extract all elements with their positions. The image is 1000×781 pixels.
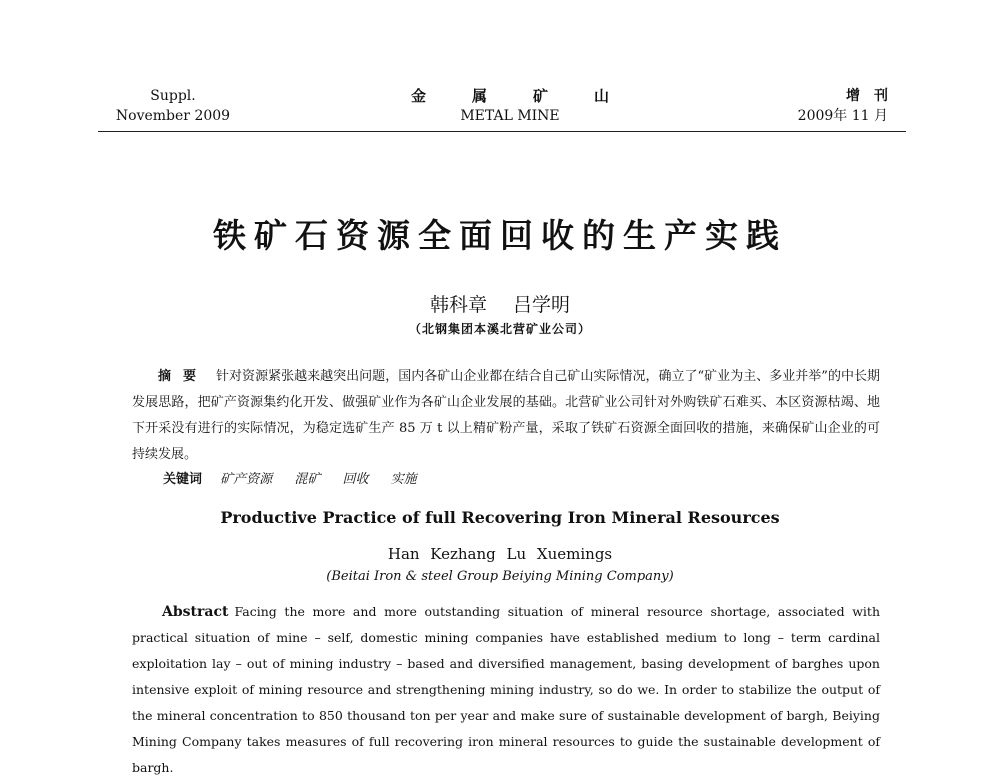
abstract-text-en: Facing the more and more outstanding situation of mineral resource shortage, associated with practical situation of mine – self, domestic mining companies have established medium to long – term cardinal exploitation lay – out of mining industry – based and diversified management, basing development of barghes upon intensive exploit of mining resource and strengthening mining industry, so do we. In order to stabilize the output of the mineral concentration to 850 thousand ton per year and make sure of sustainable development of bargh, Beiying Mining Company takes measures of full recovering iron mineral resources to guide the sustainable development of bargh. (132, 604, 880, 775)
authors-en: Han Kezhang Lu Xuemings (387, 545, 613, 563)
supplement-label: Suppl. (150, 88, 196, 104)
header-rule (98, 131, 906, 132)
journal-name-block (400, 86, 655, 126)
journal-name-en: METAL MINE (460, 108, 560, 124)
abstract-cn (132, 364, 880, 468)
supplement-label-cn: 增刊 (846, 88, 902, 104)
keywords-cn (163, 468, 435, 487)
journal-issue-info-cn (748, 86, 902, 126)
abstract-label-cn: 摘要 (158, 369, 209, 384)
issue-date-en: November 2009 (115, 108, 231, 124)
journal-name-cn: 金属矿山 (410, 87, 655, 105)
issue-date-cn: 2009年 11 月 (797, 108, 888, 124)
affiliation-cn: （北钢集团本溪北营矿业公司） (408, 322, 591, 336)
authors-cn: 韩科章 吕学明 (429, 294, 571, 316)
paper-title-en: Productive Practice of full Recovering Iron Mineral Resources (220, 508, 780, 527)
keyword: 混矿 (294, 472, 321, 487)
affiliation-en: (Beitai Iron & steel Group Beiying Mining Company) (326, 569, 674, 584)
journal-supplement-info (108, 86, 238, 126)
keyword: 回收 (342, 472, 369, 487)
abstract-text-cn: 针对资源紧张越来越突出问题，国内各矿山企业都在结合自己矿山实际情况，确立了“矿业为主、多业并举”的中长期发展思路，把矿产资源集约化开发、做强矿业作为各矿山企业发展的基础。北营矿业公司针对外购铁矿石难买、本区资源枯竭、地下开采没有进行的实际情况，为稳定选矿生产 85 万 t 以上精矿粉产量，采取了铁矿石资源全面回收的措施，来确保矿山企业的可持续发展。 (132, 369, 880, 462)
keyword: 实施 (390, 472, 417, 487)
abstract-label-en: Abstract (162, 604, 229, 620)
keyword: 矿产资源 (220, 472, 273, 487)
abstract-en (132, 599, 880, 781)
keywords-label-cn: 关键词 (163, 472, 203, 487)
paper-title-cn: 铁矿石资源全面回收的生产实践 (213, 216, 787, 255)
